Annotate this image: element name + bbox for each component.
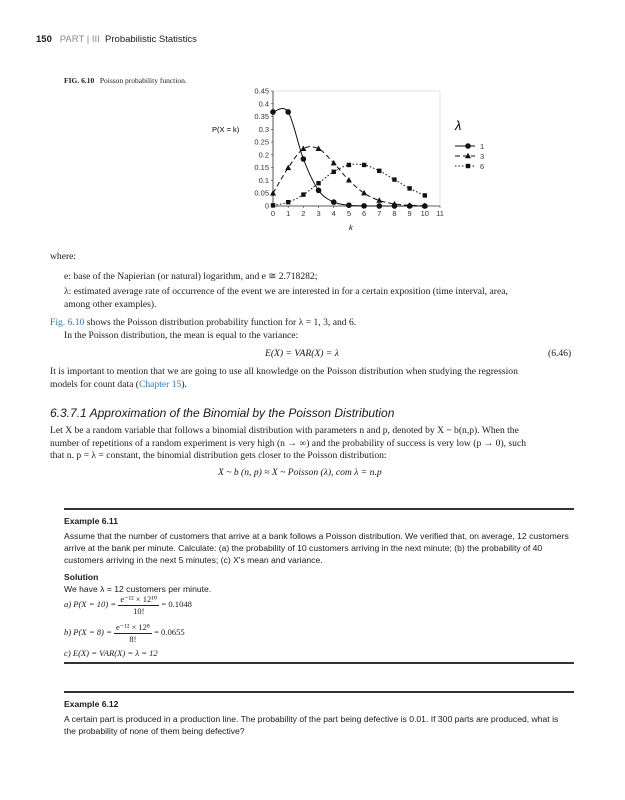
x-tick-label: 9 [407,209,412,218]
y-tick-label: 0.1 [258,175,269,185]
series-lambda-1-point [301,156,307,162]
x-tick-label: 2 [301,209,306,218]
example-6-11-text-2: arrive at the bank per minute. Calculate: (a) the probability of 10 customers arriving in the next minute; (b) the probability of 40 [64,543,543,553]
solution-b-numerator: e⁻¹² × 12⁸ [116,622,150,632]
solution-b-denominator: 8! [129,634,137,644]
series-lambda-3-point [331,160,337,166]
series-lambda-6-point [392,177,396,181]
series-lambda-6-point [301,192,305,196]
solution-a-label: a) P(X = 10) = [64,598,117,609]
legend-label-1: 1 [480,142,485,151]
series-lambda-3-line [273,147,425,206]
x-tick-label: 7 [377,209,382,218]
example-6-12-top-rule [64,691,574,693]
running-header: 150 PART | III Probabilistic Statistics [36,34,197,45]
legend-marker-1 [465,143,471,149]
series-lambda-6-point [347,163,351,167]
e-definition: e: base of the Napierian (or natural) logarithm, and e ≅ 2.718282; [64,271,318,282]
part-number: III [91,34,100,45]
series-lambda-6-point [423,193,427,197]
solution-a-result: = 0.1048 [161,598,192,609]
series-lambda-6-point [377,169,381,173]
series-lambda-6-point [316,181,320,185]
solution-c: c) E(X) = VAR(X) = λ = 12 [64,648,158,658]
figure-caption [64,76,187,85]
y-tick-label: 0.05 [254,188,269,198]
equation-6-46: E(X) = VAR(X) = λ [265,348,339,359]
series-lambda-3-point [346,177,352,183]
figure-caption-text: Poisson probability function. [99,76,187,85]
series-lambda-1-point [270,109,276,115]
series-lambda-6-point [407,186,411,190]
solution-a-numerator: e⁻¹² × 12¹⁰ [120,594,158,604]
y-tick-label: 0.3 [258,124,269,134]
x-tick-label: 11 [436,209,444,218]
series-lambda-1-point [376,203,382,209]
example-6-12-title: Example 6.12 [64,699,119,709]
series-lambda-6-point [362,163,366,167]
x-tick-label: 0 [270,209,276,218]
binomial-line-3: that n. p = λ = constant, the binomial distribution gets closer to the Poisson distribution: [50,450,387,461]
legend-label-3: 3 [480,152,485,161]
where-label: where: [50,251,77,262]
example-6-11-title: Example 6.11 [64,516,118,526]
mean-text: In the Poisson distribution, the mean is equal to the variance: [64,330,299,341]
important-line-2 [50,379,187,390]
legend-marker-6 [466,164,470,168]
figure-reference-paragraph [50,317,356,328]
binomial-line-1: Let X be a random variable that follows a binomial distribution with parameters n and p, denoted by X ~ b(n,p). When the [50,425,519,436]
x-axis-label: k [349,223,353,232]
binomial-line-2: number of repetitions of a random experiment is very high (n → ∞) and the probability of success is very low (p → 0), such [50,438,527,449]
x-tick-label: 5 [346,209,351,218]
header-title: Probabilistic Statistics [105,34,197,45]
series-lambda-6-point [271,203,275,207]
x-tick-label: 3 [316,209,321,218]
example-top-rule [64,508,574,510]
series-lambda-3-point [300,146,306,152]
y-tick-label: 0.25 [254,137,269,147]
page-number: 150 [36,34,52,45]
example-6-12-text-2: the probability of none of them being defective? [64,726,245,736]
series-lambda-1-point [331,199,337,205]
equation-number: (6.46) [548,348,572,359]
x-tick-label: 8 [392,209,397,218]
solution-b-result: = 0.0655 [154,626,185,637]
solution-b-label: b) P(X = 8) = [64,626,112,637]
plot-frame [273,91,440,206]
solution-a-denominator: 10! [133,606,145,616]
series-lambda-3-point [270,190,276,196]
series-lambda-3-point [361,190,367,196]
y-axis-label: P(X = k) [212,125,240,134]
example-6-11-text-1: Assume that the number of customers that arrive at a bank follows a Poisson distribution. We verified that, on average, 12 customers [64,531,569,541]
series-lambda-1-point [361,203,367,209]
legend-title: λ [455,118,462,133]
series-lambda-1-point [316,188,322,194]
y-tick-label: 0.15 [254,163,269,173]
x-tick-label: 4 [331,209,336,218]
series-lambda-6-point [332,170,336,174]
series-lambda-1-point [346,202,352,208]
y-tick-label: 0.4 [258,99,269,109]
x-tick-label: 1 [286,209,291,218]
important-text: models for count data ( [50,379,139,390]
we-have-text: We have λ = 12 customers per minute. [64,584,212,594]
solution-heading: Solution [64,572,99,582]
figure-link[interactable]: Fig. 6.10 [50,317,85,328]
x-tick-label: 10 [420,209,429,218]
example-6-12-text-1: A certain part is produced in a production line. The probability of the part being defective is 0.01. If 300 parts are produced, what is [64,714,559,724]
example-6-11-text-3: customers arriving in the next 5 minutes; (c) X's mean and variance. [64,555,323,565]
y-tick-label: 0 [264,201,269,211]
chapter-link[interactable]: Chapter 15 [138,379,182,390]
y-tick-label: 0.35 [254,112,269,122]
important-line-1: It is important to mention that we are going to use all knowledge on the Poisson distribution when studying the regression [50,366,518,377]
important-text-end: ). [181,379,187,390]
x-tick-label: 6 [362,209,367,218]
figure-ref-text: shows the Poisson distribution probability function for λ = 1, 3, and 6. [84,317,357,328]
lambda-definition-2: among other examples). [64,299,157,310]
y-tick-label: 0.45 [254,86,269,96]
approximation-formula: X ~ b (n, p) ≈ X ~ Poisson (λ), com λ = n.p [218,467,382,478]
example-bottom-rule [64,662,574,664]
figure-label: FIG. 6.10 [64,76,95,85]
series-lambda-6-line [273,164,425,205]
solution-b [64,622,185,644]
series-lambda-1-point [285,109,291,115]
series-lambda-6-point [286,200,290,204]
section-heading: 6.3.7.1 Approximation of the Binomial by the Poisson Distribution [50,406,395,420]
poisson-chart [200,70,520,240]
legend-label-6: 6 [480,162,485,171]
lambda-definition-1: λ: estimated average rate of occurrence of the event we are interested in for a certain exposition (time interval, area, [64,286,508,297]
solution-a [64,594,192,616]
y-tick-label: 0.2 [258,150,269,160]
part-label: PART [59,34,85,45]
